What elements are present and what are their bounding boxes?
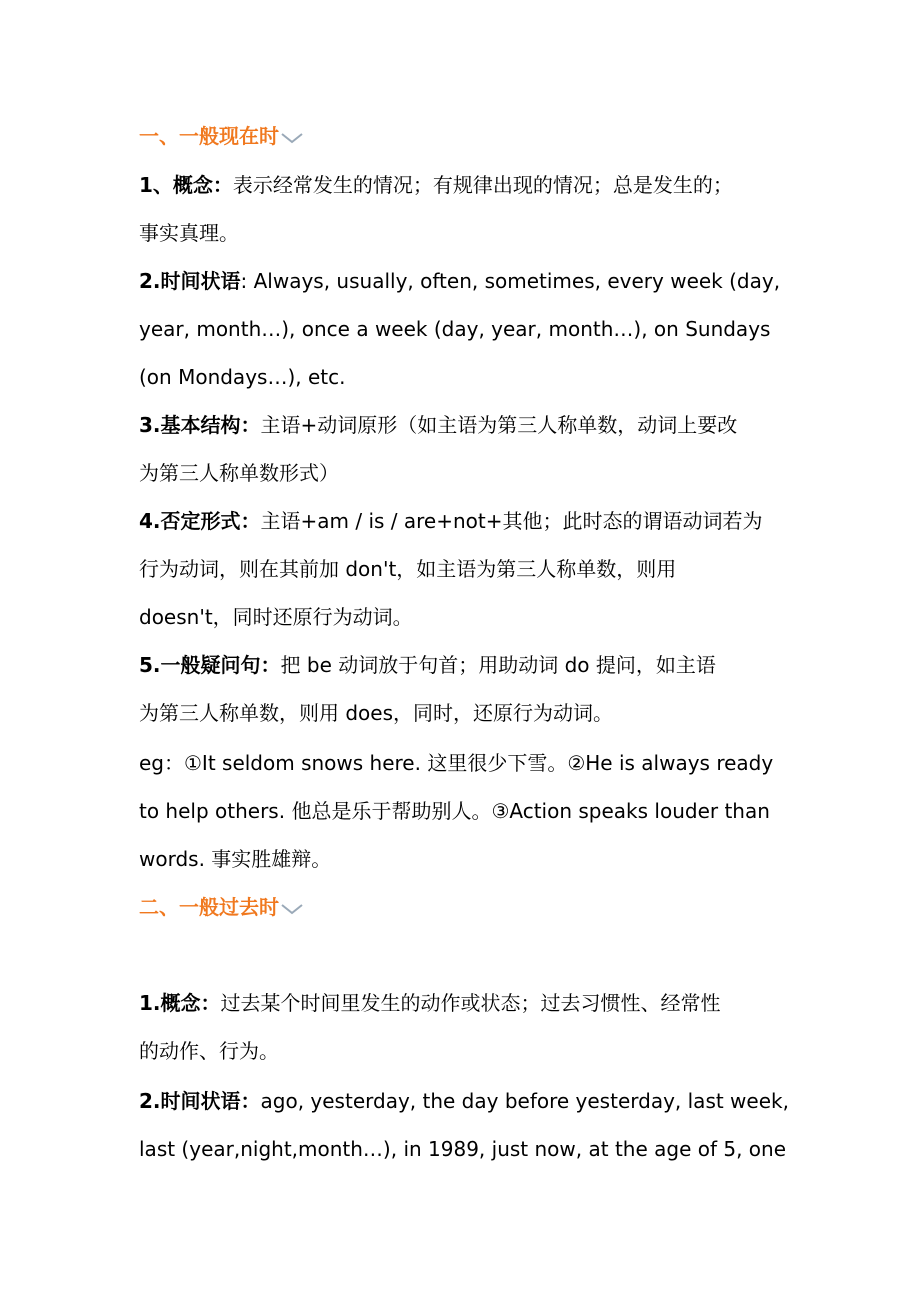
section1-negative-line1: 4.否定形式：主语+am / is / are+not+其他；此时态的谓语动词若为 xyxy=(139,509,763,533)
section1-question-label: 5.一般疑问句： xyxy=(139,653,281,677)
section1-example-line1: eg：①It seldom snows here. 这里很少下雪。②He is always ready xyxy=(139,751,774,775)
section1-time-line2: year, month…), once a week (day, year, month…), on Sundays xyxy=(139,317,771,341)
section1-structure-line1: 3.基本结构：主语+动词原形（如主语为第三人称单数，动词上要改 xyxy=(139,413,738,437)
section1-negative-line3: doesn't，同时还原行为动词。 xyxy=(139,605,413,629)
section1-time-line3: (on Mondays…), etc. xyxy=(139,365,346,389)
section1-negative-line2: 行为动词，则在其前加 don't，如主语为第三人称单数，则用 xyxy=(139,557,677,581)
section1-concept-line1: 1、概念：表示经常发生的情况；有规律出现的情况；总是发生的； xyxy=(139,173,733,197)
section1-example-line2: to help others. 他总是乐于帮助别人。③Action speaks louder than xyxy=(139,799,770,823)
section2-heading xyxy=(139,893,789,923)
section1-structure-label: 3.基本结构： xyxy=(139,413,261,437)
section1-question-line1: 5.一般疑问句：把 be 动词放于句首；用助动词 do 提问，如主语 xyxy=(139,653,716,677)
section1-concept-line2: 事实真理。 xyxy=(139,221,239,245)
section2-concept-line2: 的动作、行为。 xyxy=(139,1039,279,1063)
section2-concept-line1: 1.概念：过去某个时间里发生的动作或状态；过去习惯性、经常性 xyxy=(139,991,721,1015)
section1-concept-label: 1、概念： xyxy=(139,173,233,197)
section2-time-line2: last (year,night,month…), in 1989, just now, at the age of 5, one xyxy=(139,1137,787,1161)
section1-structure-line2: 为第三人称单数形式） xyxy=(139,461,339,485)
section1-title: 一、一般现在时 xyxy=(139,124,279,148)
section1-negative-label: 4.否定形式： xyxy=(139,509,261,533)
chevron-down-icon xyxy=(280,124,304,152)
section2-time-label: 2.时间状语： xyxy=(139,1089,261,1113)
section1-question-line2: 为第三人称单数，则用 does，同时，还原行为动词。 xyxy=(139,701,614,725)
section1-heading xyxy=(139,122,789,152)
section1-time-line1: 2.时间状语: Always, usually, often, sometimes, every week (day, xyxy=(139,269,781,293)
section2-concept-label: 1.概念： xyxy=(139,991,221,1015)
chevron-down-icon xyxy=(280,895,304,923)
section2-time-line1: 2.时间状语：ago, yesterday, the day before yesterday, last week, xyxy=(139,1089,789,1113)
section1-example-line3: words. 事实胜雄辩。 xyxy=(139,847,332,871)
section1-time-label: 2.时间状语 xyxy=(139,269,241,293)
section2-title: 二、一般过去时 xyxy=(139,895,279,919)
